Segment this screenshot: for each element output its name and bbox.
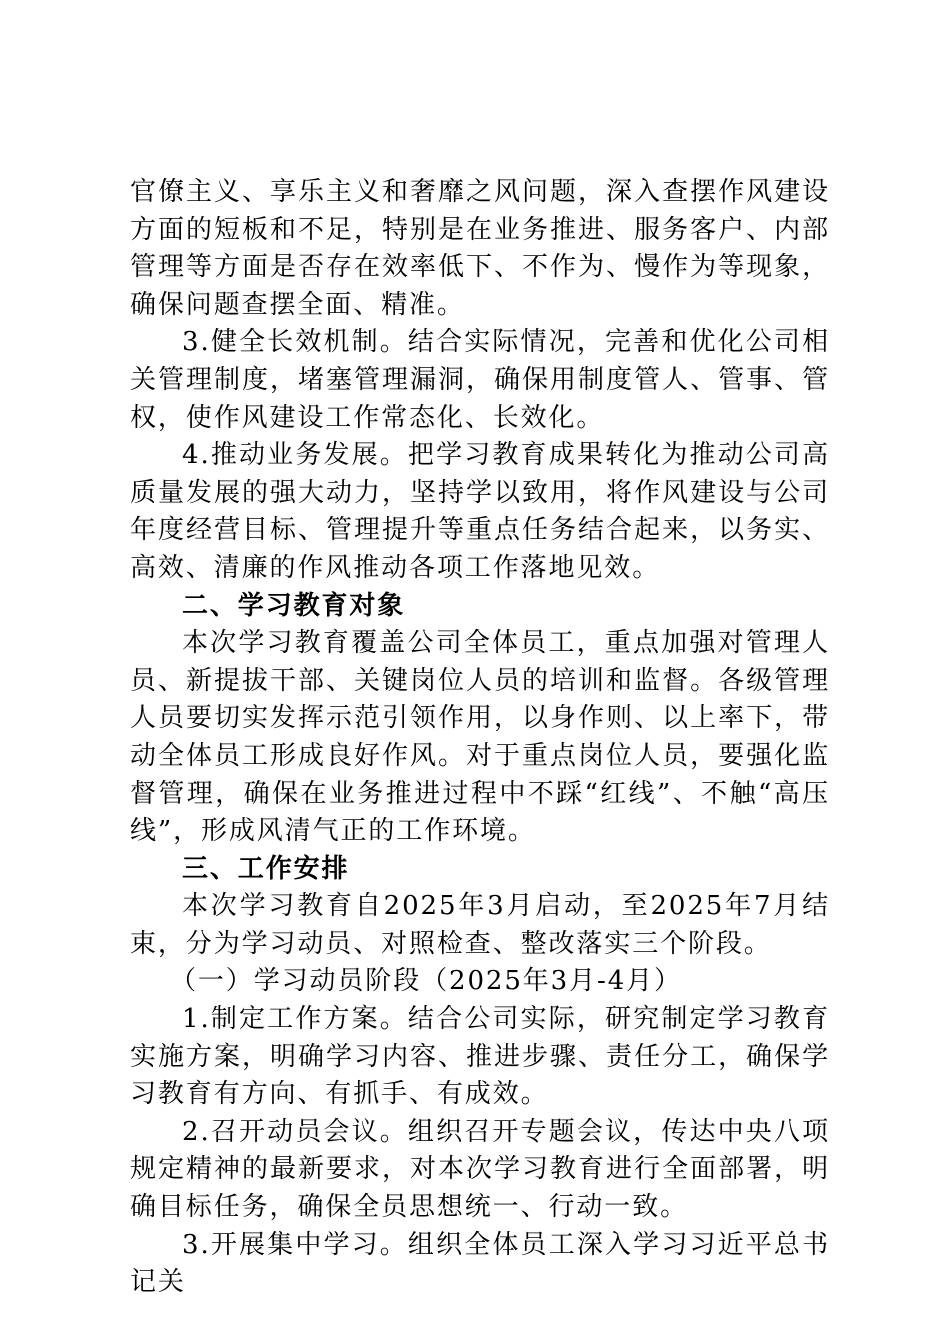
document-body — [130, 174, 830, 1302]
paragraph-item-3: 3.健全长效机制。结合实际情况，完善和优化公司相关管理制度，堵塞管理漏洞，确保用制度管人、管事、管权，使作风建设工作常态化、长效化。 — [130, 327, 830, 433]
paragraph-continuation: 官僚主义、享乐主义和奢靡之风问题，深入查摆作风建设方面的短板和不足，特别是在业务推进、服务客户、内部管理等方面是否存在效率低下、不作为、慢作为等现象，确保问题查摆全面、精准。 — [130, 177, 830, 320]
paragraph-step-2: 2.召开动员会议。组织召开专题会议，传达中央八项规定精神的最新要求，对本次学习教育进行全面部署，明确目标任务，确保全员思想统一、行动一致。 — [130, 1116, 830, 1223]
paragraph-step-1: 1.制定工作方案。结合公司实际，研究制定学习教育实施方案，明确学习内容、推进步骤、责任分工，确保学习教育有方向、有抓手、有成效。 — [130, 1004, 830, 1110]
paragraph-step-3: 3.开展集中学习。组织全体员工深入学习习近平总书记关 — [130, 1229, 830, 1298]
paragraph-study-targets: 本次学习教育覆盖公司全体员工，重点加强对管理人员、新提拔干部、关键岗位人员的培训和监督。各级管理人员要切实发挥示范引领作用，以身作则、以上率下，带动全体员工形成良好作风。对于重点岗位人员，要强化监督管理，确保在业务推进过程中不踩“红线”、不触“高压线”，形成风清气正的工作环境。 — [130, 628, 830, 847]
subsection-heading-1: （一）学习动员阶段（2025年3月-4月） — [170, 966, 682, 997]
section-heading-3: 三、工作安排 — [182, 853, 350, 884]
paragraph-schedule-overview: 本次学习教育自2025年3月启动，至2025年7月结束，分为学习动员、对照检查、整改落实三个阶段。 — [130, 891, 830, 959]
paragraph-item-4: 4.推动业务发展。把学习教育成果转化为推动公司高质量发展的强大动力，坚持学以致用，将作风建设与公司年度经营目标、管理提升等重点任务结合起来，以务实、高效、清廉的作风推动各项工作落地见效。 — [130, 440, 830, 583]
section-heading-2: 二、学习教育对象 — [182, 590, 406, 621]
